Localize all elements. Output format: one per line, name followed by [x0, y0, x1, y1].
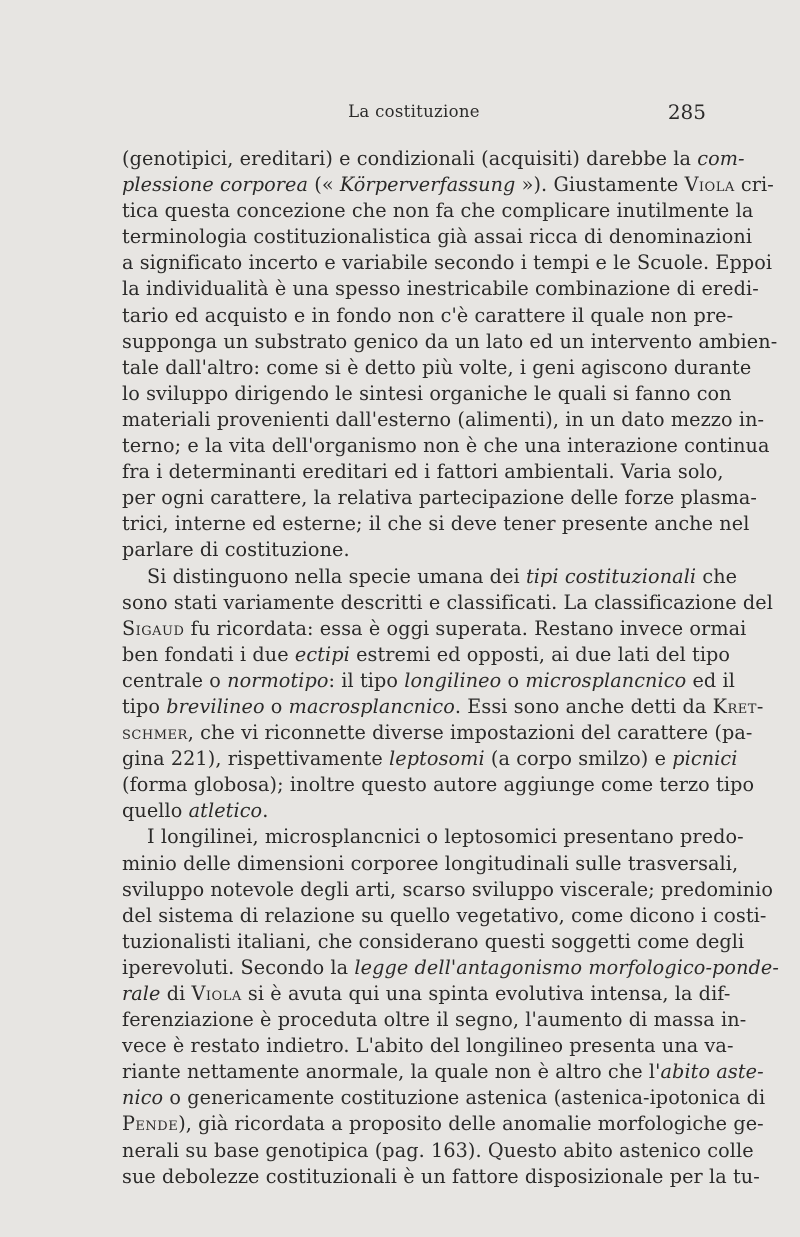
text-segment: trici, interne ed esterne; il che si deve tener presente anche nel	[122, 512, 750, 536]
text-line	[122, 459, 724, 485]
page-number: 285	[667, 100, 706, 124]
text-line	[122, 172, 774, 198]
text-segment: riante nettamente anormale, la quale non è altro che l'	[122, 1060, 661, 1084]
italic-term: abito aste-	[660, 1060, 764, 1084]
text-segment: (forma globosa); inoltre questo autore aggiunge come terzo tipo	[122, 773, 755, 797]
text-segment: tale dall'altro: come si è detto più volte, i geni agiscono durante	[122, 355, 752, 379]
text-segment: a significato incerto e variabile secondo i tempi e le Scuole. Eppoi	[122, 251, 773, 275]
text-segment: estremi ed opposti, ai due lati del tipo	[349, 642, 731, 666]
text-line	[122, 746, 738, 772]
text-segment: sono stati variamente descritti e classificati. La classificazione del	[122, 590, 773, 614]
text-segment: tario ed acquisto e in fondo non c'è carattere il quale non pre-	[122, 303, 734, 327]
text-segment: si è avuta qui una spinta evolutiva intensa, la dif-	[241, 982, 731, 1005]
text-segment: («	[308, 173, 340, 197]
text-segment: tica questa concezione che non fa che complicare inutilmente la	[122, 199, 754, 223]
italic-term: microsplancnico	[525, 668, 687, 692]
text-segment: o	[264, 694, 289, 718]
text-line	[122, 355, 752, 381]
text-line	[122, 381, 732, 407]
italic-term: tipi costituzionali	[525, 564, 697, 588]
text-line	[122, 981, 731, 1007]
italic-term: legge dell'antagonismo morfologico-ponde-	[354, 955, 779, 979]
text-segment: .	[262, 799, 269, 823]
text-segment: nerali su base genotipica (pag. 163). Questo abito astenico colle	[122, 1138, 754, 1162]
text-line	[122, 146, 745, 172]
text-segment: sue debolezze costituzionali è un fattore disposizionale per la tu-	[122, 1164, 760, 1188]
text-segment: Si distinguono nella specie umana dei	[147, 564, 526, 588]
text-line	[122, 642, 731, 668]
text-line	[122, 720, 753, 746]
text-line	[122, 1007, 747, 1033]
text-line	[122, 929, 745, 955]
text-segment: fu ricordata: essa è oggi superata. Restano invece ormai	[184, 616, 747, 640]
text-segment: cri-	[734, 173, 774, 197]
text-segment: tuzionalisti italiani, che considerano questi soggetti come degli	[122, 929, 745, 953]
text-segment: quello	[122, 799, 189, 823]
text-line	[122, 877, 773, 903]
author-name: schmer	[122, 721, 188, 745]
body-text	[122, 146, 779, 1190]
text-segment: lo sviluppo dirigendo le sintesi organiche le quali si fanno con	[122, 381, 732, 405]
text-segment: (genotipici, ereditari) e condizionali (acquisiti) darebbe la	[122, 147, 698, 170]
text-line	[122, 407, 765, 433]
text-segment: che	[696, 564, 738, 588]
italic-term: com-	[697, 147, 745, 170]
text-segment: (a corpo smilzo) e	[484, 747, 673, 771]
text-line	[122, 224, 753, 250]
text-segment: gina 221), rispettivamente	[122, 747, 390, 771]
italic-term: atletico	[188, 799, 263, 823]
text-line	[122, 616, 747, 642]
italic-term: longilineo	[404, 668, 502, 692]
text-line	[122, 1085, 766, 1111]
text-segment: minio delle dimensioni corporee longitudinali sulle trasversali,	[122, 851, 739, 875]
text-segment: ed il	[686, 668, 735, 692]
text-line	[122, 798, 712, 824]
text-segment: fra i determinanti ereditari ed i fattori ambientali. Varia solo,	[122, 460, 724, 484]
text-line	[122, 1059, 764, 1085]
page-header	[122, 100, 706, 128]
author-name: Viola	[684, 173, 735, 197]
text-segment: centrale o	[122, 668, 228, 692]
text-line	[122, 590, 773, 616]
text-line	[122, 303, 734, 329]
author-name: Pende	[122, 1112, 179, 1136]
text-segment: di	[160, 982, 192, 1005]
text-line	[122, 1138, 754, 1164]
text-line	[122, 955, 779, 981]
text-segment: I longilinei, microsplancnici o leptosomici presentano predo-	[147, 825, 744, 849]
text-segment: materiali provenienti dall'esterno (alimenti), in un dato mezzo in-	[122, 407, 765, 431]
italic-term: leptosomi	[389, 747, 485, 771]
text-line	[122, 851, 739, 877]
text-segment: ferenziazione è proceduta oltre il segno, l'aumento di massa in-	[122, 1008, 747, 1032]
text-segment: terminologia costituzionalistica già assai ricca di denominazioni	[122, 225, 753, 249]
text-segment: parlare di costituzione.	[122, 538, 350, 562]
text-line	[122, 1111, 764, 1137]
text-segment: : il tipo	[328, 668, 405, 692]
text-segment: o genericamente costituzione astenica (astenica-ipotonica di	[163, 1086, 766, 1110]
text-line	[122, 485, 757, 511]
text-segment: sviluppo notevole degli arti, scarso sviluppo viscerale; predominio	[122, 877, 773, 901]
text-line	[122, 198, 754, 224]
text-segment: tipo	[122, 694, 167, 718]
text-segment: terno; e la vita dell'organismo non è che una interazione continua	[122, 434, 770, 458]
text-segment: , che vi riconnette diverse impostazioni del carattere (pa-	[187, 721, 753, 745]
text-segment: la individualità è una spesso inestricabile combinazione di eredi-	[122, 277, 759, 301]
italic-term: macrosplancnico	[288, 694, 455, 718]
text-line	[122, 1164, 760, 1190]
text-line	[122, 668, 735, 694]
running-title: La costituzione	[348, 102, 480, 121]
italic-term: rale	[122, 982, 161, 1005]
text-segment: ben fondati i due	[122, 642, 295, 666]
text-line	[122, 537, 712, 563]
text-line	[122, 564, 738, 590]
text-segment: vece è restato indietro. L'abito del longilineo presenta una va-	[122, 1034, 734, 1058]
text-segment: supponga un substrato genico da un lato ed un intervento ambien-	[122, 329, 778, 353]
text-line	[122, 694, 764, 720]
text-segment: o	[501, 668, 526, 692]
text-segment: »). Giustamente	[515, 173, 685, 197]
italic-term: plessione corporea	[122, 173, 309, 197]
text-segment: iperevoluti. Secondo la	[122, 955, 355, 979]
text-line	[122, 433, 770, 459]
italic-term: ectipi	[294, 642, 350, 666]
text-segment: per ogni carattere, la relativa partecipazione delle forze plasma-	[122, 486, 757, 510]
italic-term: Körperverfassung	[339, 173, 516, 197]
text-line	[122, 903, 767, 929]
author-name: Sigaud	[122, 616, 185, 640]
text-segment: . Essi sono anche detti da	[454, 694, 713, 718]
text-line	[122, 772, 755, 798]
italic-term: picnici	[672, 747, 738, 771]
italic-term: brevilineo	[166, 694, 265, 718]
text-line	[122, 511, 750, 537]
text-segment: del sistema di relazione su quello vegetativo, come dicono i costi-	[122, 903, 767, 927]
text-line	[122, 250, 773, 276]
author-name: Kret-	[712, 694, 764, 718]
text-segment: ), già ricordata a proposito delle anomalie morfologiche ge-	[178, 1112, 764, 1136]
author-name: Viola	[191, 982, 242, 1005]
italic-term: nico	[122, 1086, 164, 1110]
italic-term: normotipo	[227, 668, 329, 692]
text-line	[122, 329, 778, 355]
text-line	[122, 1033, 734, 1059]
text-line	[122, 824, 744, 850]
text-line	[122, 276, 759, 302]
